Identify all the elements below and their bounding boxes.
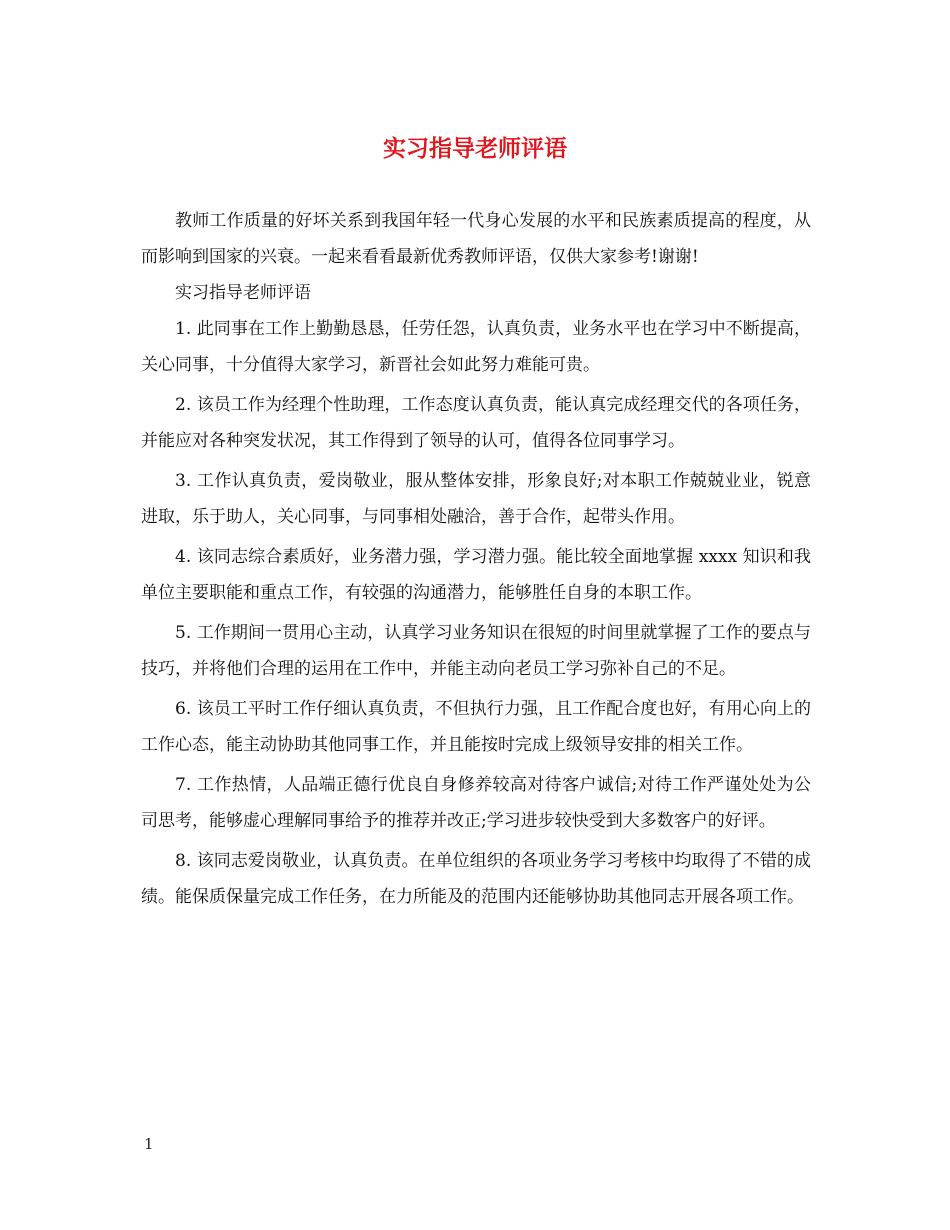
comment-item-2: 2. 该员工作为经理个性助理，工作态度认真负责，能认真完成经理交代的各项任务，并能应对各种突发状况，其工作得到了领导的认可，值得各位同事学习。 bbox=[141, 395, 811, 451]
comment-item-1: 1. 此同事在工作上勤勤恳恳，任劳任怨，认真负责，业务水平也在学习中不断提高，关心同事，十分值得大家学习，新晋社会如此努力难能可贵。 bbox=[141, 319, 811, 375]
document-title: 实习指导老师评语 bbox=[383, 136, 567, 162]
comment-item-7: 7. 工作热情，人品端正德行优良自身修养较高对待客户诚信;对待工作严谨处处为公司思考，能够虚心理解同事给予的推荐并改正;学习进步较快受到大多数客户的好评。 bbox=[141, 775, 811, 831]
document-body bbox=[141, 203, 811, 915]
comment-item-3: 3. 工作认真负责，爱岗敬业，服从整体安排，形象良好;对本职工作兢兢业业，锐意进取，乐于助人，关心同事，与同事相处融洽，善于合作，起带头作用。 bbox=[141, 471, 811, 527]
intro-paragraph: 教师工作质量的好坏关系到我国年轻一代身心发展的水平和民族素质提高的程度，从而影响到国家的兴衰。一起来看看最新优秀教师评语，仅供大家参考!谢谢! bbox=[141, 211, 811, 267]
comment-item-4: 4. 该同志综合素质好，业务潜力强，学习潜力强。能比较全面地掌握 xxxx 知识和我单位主要职能和重点工作，有较强的沟通潜力，能够胜任自身的本职工作。 bbox=[141, 547, 811, 603]
comment-item-8: 8. 该同志爱岗敬业，认真负责。在单位组织的各项业务学习考核中均取得了不错的成绩。能保质保量完成工作任务，在力所能及的范围内还能够协助其他同志开展各项工作。 bbox=[141, 851, 811, 907]
comment-item-6: 6. 该员工平时工作仔细认真负责，不但执行力强，且工作配合度也好，有用心向上的工作心态，能主动协助其他同事工作，并且能按时完成上级领导安排的相关工作。 bbox=[141, 699, 811, 755]
section-heading: 实习指导老师评语 bbox=[175, 283, 311, 303]
comment-item-5: 5. 工作期间一贯用心主动，认真学习业务知识在很短的时间里就掌握了工作的要点与技巧，并将他们合理的运用在工作中，并能主动向老员工学习弥补自己的不足。 bbox=[141, 623, 811, 679]
page-number: 1 bbox=[144, 1135, 154, 1153]
